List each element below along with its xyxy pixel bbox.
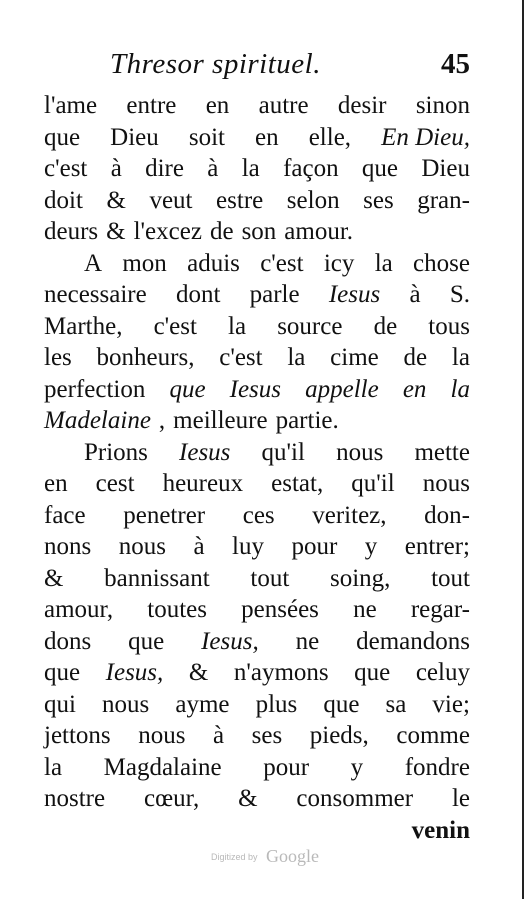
word: à: [110, 155, 122, 182]
word: pieds,: [309, 722, 369, 749]
text-line: [44, 470, 470, 502]
google-logo: Google: [265, 846, 319, 866]
word: que: [169, 375, 206, 403]
word: en: [255, 123, 279, 151]
word: Magdalaine: [103, 753, 222, 781]
word: sinon: [415, 92, 470, 119]
word: icy: [323, 249, 355, 277]
page-edge: [522, 0, 524, 899]
word: &: [106, 186, 126, 214]
word: chose: [413, 249, 470, 277]
word: que: [44, 659, 81, 686]
word: ,: [158, 407, 166, 434]
word: l'ame: [44, 92, 98, 119]
word: en: [44, 470, 68, 497]
word: c'est: [260, 249, 304, 277]
word: que: [128, 627, 165, 655]
word: nous: [422, 470, 470, 497]
word: à: [193, 533, 205, 560]
word: façon: [283, 155, 339, 182]
word: Dieu: [110, 123, 159, 151]
text-line: [44, 628, 470, 660]
word: regar-: [410, 596, 470, 623]
word: que: [44, 123, 81, 151]
word: la: [451, 344, 470, 371]
word: de: [403, 344, 428, 371]
word: elle,: [308, 123, 352, 151]
word: sa: [385, 690, 407, 718]
word: &: [106, 218, 126, 245]
text-line: [44, 155, 470, 187]
word: y: [350, 753, 364, 781]
text-line: [44, 124, 470, 156]
word: ayme: [175, 690, 230, 718]
word: c'est: [44, 155, 88, 182]
page-number: 45: [441, 48, 470, 80]
word: amour.: [284, 218, 354, 245]
word: dont: [175, 281, 221, 308]
word: &: [188, 659, 209, 686]
word: de: [209, 218, 234, 245]
word: estat,: [271, 470, 324, 497]
text-line: [44, 218, 470, 250]
word: &: [238, 785, 258, 812]
text-line: [44, 439, 470, 471]
word: desir: [337, 92, 387, 119]
word: nous: [336, 438, 384, 466]
word: veritez,: [312, 501, 387, 529]
text-line: [44, 754, 470, 786]
word: parle: [249, 281, 300, 308]
word: veut: [149, 186, 193, 214]
word: dons: [44, 627, 92, 655]
word: selon: [286, 186, 340, 214]
word: vie;: [432, 690, 470, 718]
word: soit: [188, 123, 225, 151]
word: la: [241, 155, 260, 182]
word: qu'il: [351, 470, 395, 497]
digitization-watermark: [0, 846, 530, 867]
word: que: [361, 155, 399, 182]
word: n'aymons: [233, 659, 329, 686]
word: heureux: [162, 470, 244, 497]
running-title: Thresor spirituel.: [110, 48, 321, 80]
word: nons: [44, 533, 92, 560]
word: ses: [363, 186, 394, 214]
text-line: [44, 691, 470, 723]
word: Dieu: [421, 155, 470, 182]
word: perfection: [44, 375, 146, 403]
word: pour: [291, 533, 338, 560]
text-line: [44, 565, 470, 597]
word: penetrer: [123, 501, 206, 529]
text-line: [44, 344, 470, 376]
text-line: [44, 659, 470, 691]
word: tout: [250, 564, 290, 592]
word: Iesus: [179, 438, 231, 466]
word: luy: [232, 533, 264, 560]
word: ces: [242, 501, 275, 529]
word: l'excez: [133, 218, 202, 245]
word: à: [213, 722, 225, 749]
word: en: [205, 92, 230, 119]
word: plus: [255, 690, 298, 718]
word: Iesus,: [201, 627, 259, 655]
catchword-line: [44, 817, 470, 849]
word: à: [409, 281, 421, 308]
text-line: [44, 722, 470, 754]
word: don-: [424, 501, 470, 529]
word: qu'il: [261, 438, 305, 466]
text-line: [44, 502, 470, 534]
word: Prions: [84, 438, 148, 466]
word: gran-: [417, 186, 470, 214]
word: bannissant: [104, 564, 210, 592]
word: bonheurs,: [96, 344, 195, 371]
word: partie.: [275, 407, 339, 434]
word: pour: [263, 753, 310, 781]
word: ne: [353, 596, 377, 623]
word: dire: [145, 155, 184, 182]
text-line: [44, 281, 470, 313]
word: nous: [102, 690, 150, 718]
word: demandons: [356, 627, 470, 655]
word: tous: [428, 312, 470, 340]
word: necessaire: [44, 281, 147, 308]
text-line: [44, 596, 470, 628]
word: entrer;: [404, 533, 470, 560]
word: Iesus: [229, 375, 282, 403]
word: que: [323, 690, 360, 718]
word: appelle: [305, 375, 379, 403]
word: mon: [122, 249, 167, 277]
text-line: [44, 407, 470, 439]
word: à: [207, 155, 219, 182]
word: Iesus,: [105, 659, 164, 686]
text-line: [44, 92, 470, 124]
word: ne: [295, 627, 320, 655]
word: autre: [258, 92, 309, 119]
word: source: [277, 312, 343, 340]
word: doit: [44, 186, 83, 214]
word: y: [364, 533, 378, 560]
word: S.: [449, 281, 470, 308]
word: En Dieu,: [381, 123, 470, 151]
word: cime: [330, 344, 379, 371]
word: celuy: [415, 659, 470, 686]
word: face: [44, 501, 86, 529]
word: la: [450, 375, 470, 403]
word: pensées: [241, 596, 319, 623]
word: aduis: [187, 249, 240, 277]
watermark-prefix: Digitized by: [211, 851, 258, 862]
word: c'est: [219, 344, 263, 371]
word: comme: [396, 722, 470, 749]
word: estre: [216, 186, 264, 214]
word: Marthe,: [44, 312, 123, 340]
word: nous: [118, 533, 166, 560]
word: en: [402, 375, 427, 403]
word: nostre: [44, 785, 106, 812]
text-line: [44, 376, 470, 408]
word: cœur,: [143, 785, 200, 812]
word: ses: [251, 722, 283, 749]
word: le: [451, 785, 470, 812]
body-text: [44, 92, 470, 848]
word: la: [374, 249, 393, 277]
word: qui: [44, 690, 76, 718]
word: amour,: [44, 596, 114, 623]
word: Iesus: [328, 281, 381, 308]
catchword: venin: [411, 816, 470, 844]
page-header: [110, 48, 470, 88]
word: nous: [138, 722, 186, 749]
word: la: [44, 753, 63, 781]
word: que: [354, 659, 391, 686]
word: A: [84, 249, 103, 277]
text-line: [44, 533, 470, 565]
word: soing,: [329, 564, 391, 592]
word: Madelaine: [44, 407, 151, 434]
word: fondre: [404, 753, 470, 781]
text-line: [44, 785, 470, 817]
text-line: [44, 250, 470, 282]
word: son: [241, 218, 277, 245]
word: entre: [126, 92, 177, 119]
word: la: [287, 344, 306, 371]
text-line: [44, 187, 470, 219]
word: la: [228, 312, 247, 340]
word: meilleure: [173, 407, 268, 434]
word: mette: [414, 438, 470, 466]
word: consommer: [296, 785, 414, 812]
text-line: [44, 313, 470, 345]
word: toutes: [147, 596, 207, 623]
word: c'est: [153, 312, 197, 340]
word: les: [44, 344, 72, 371]
word: jettons: [44, 722, 111, 749]
word: cest: [95, 470, 135, 497]
word: de: [373, 312, 398, 340]
word: tout: [431, 564, 470, 592]
word: &: [44, 564, 64, 592]
word: deurs: [44, 218, 99, 245]
